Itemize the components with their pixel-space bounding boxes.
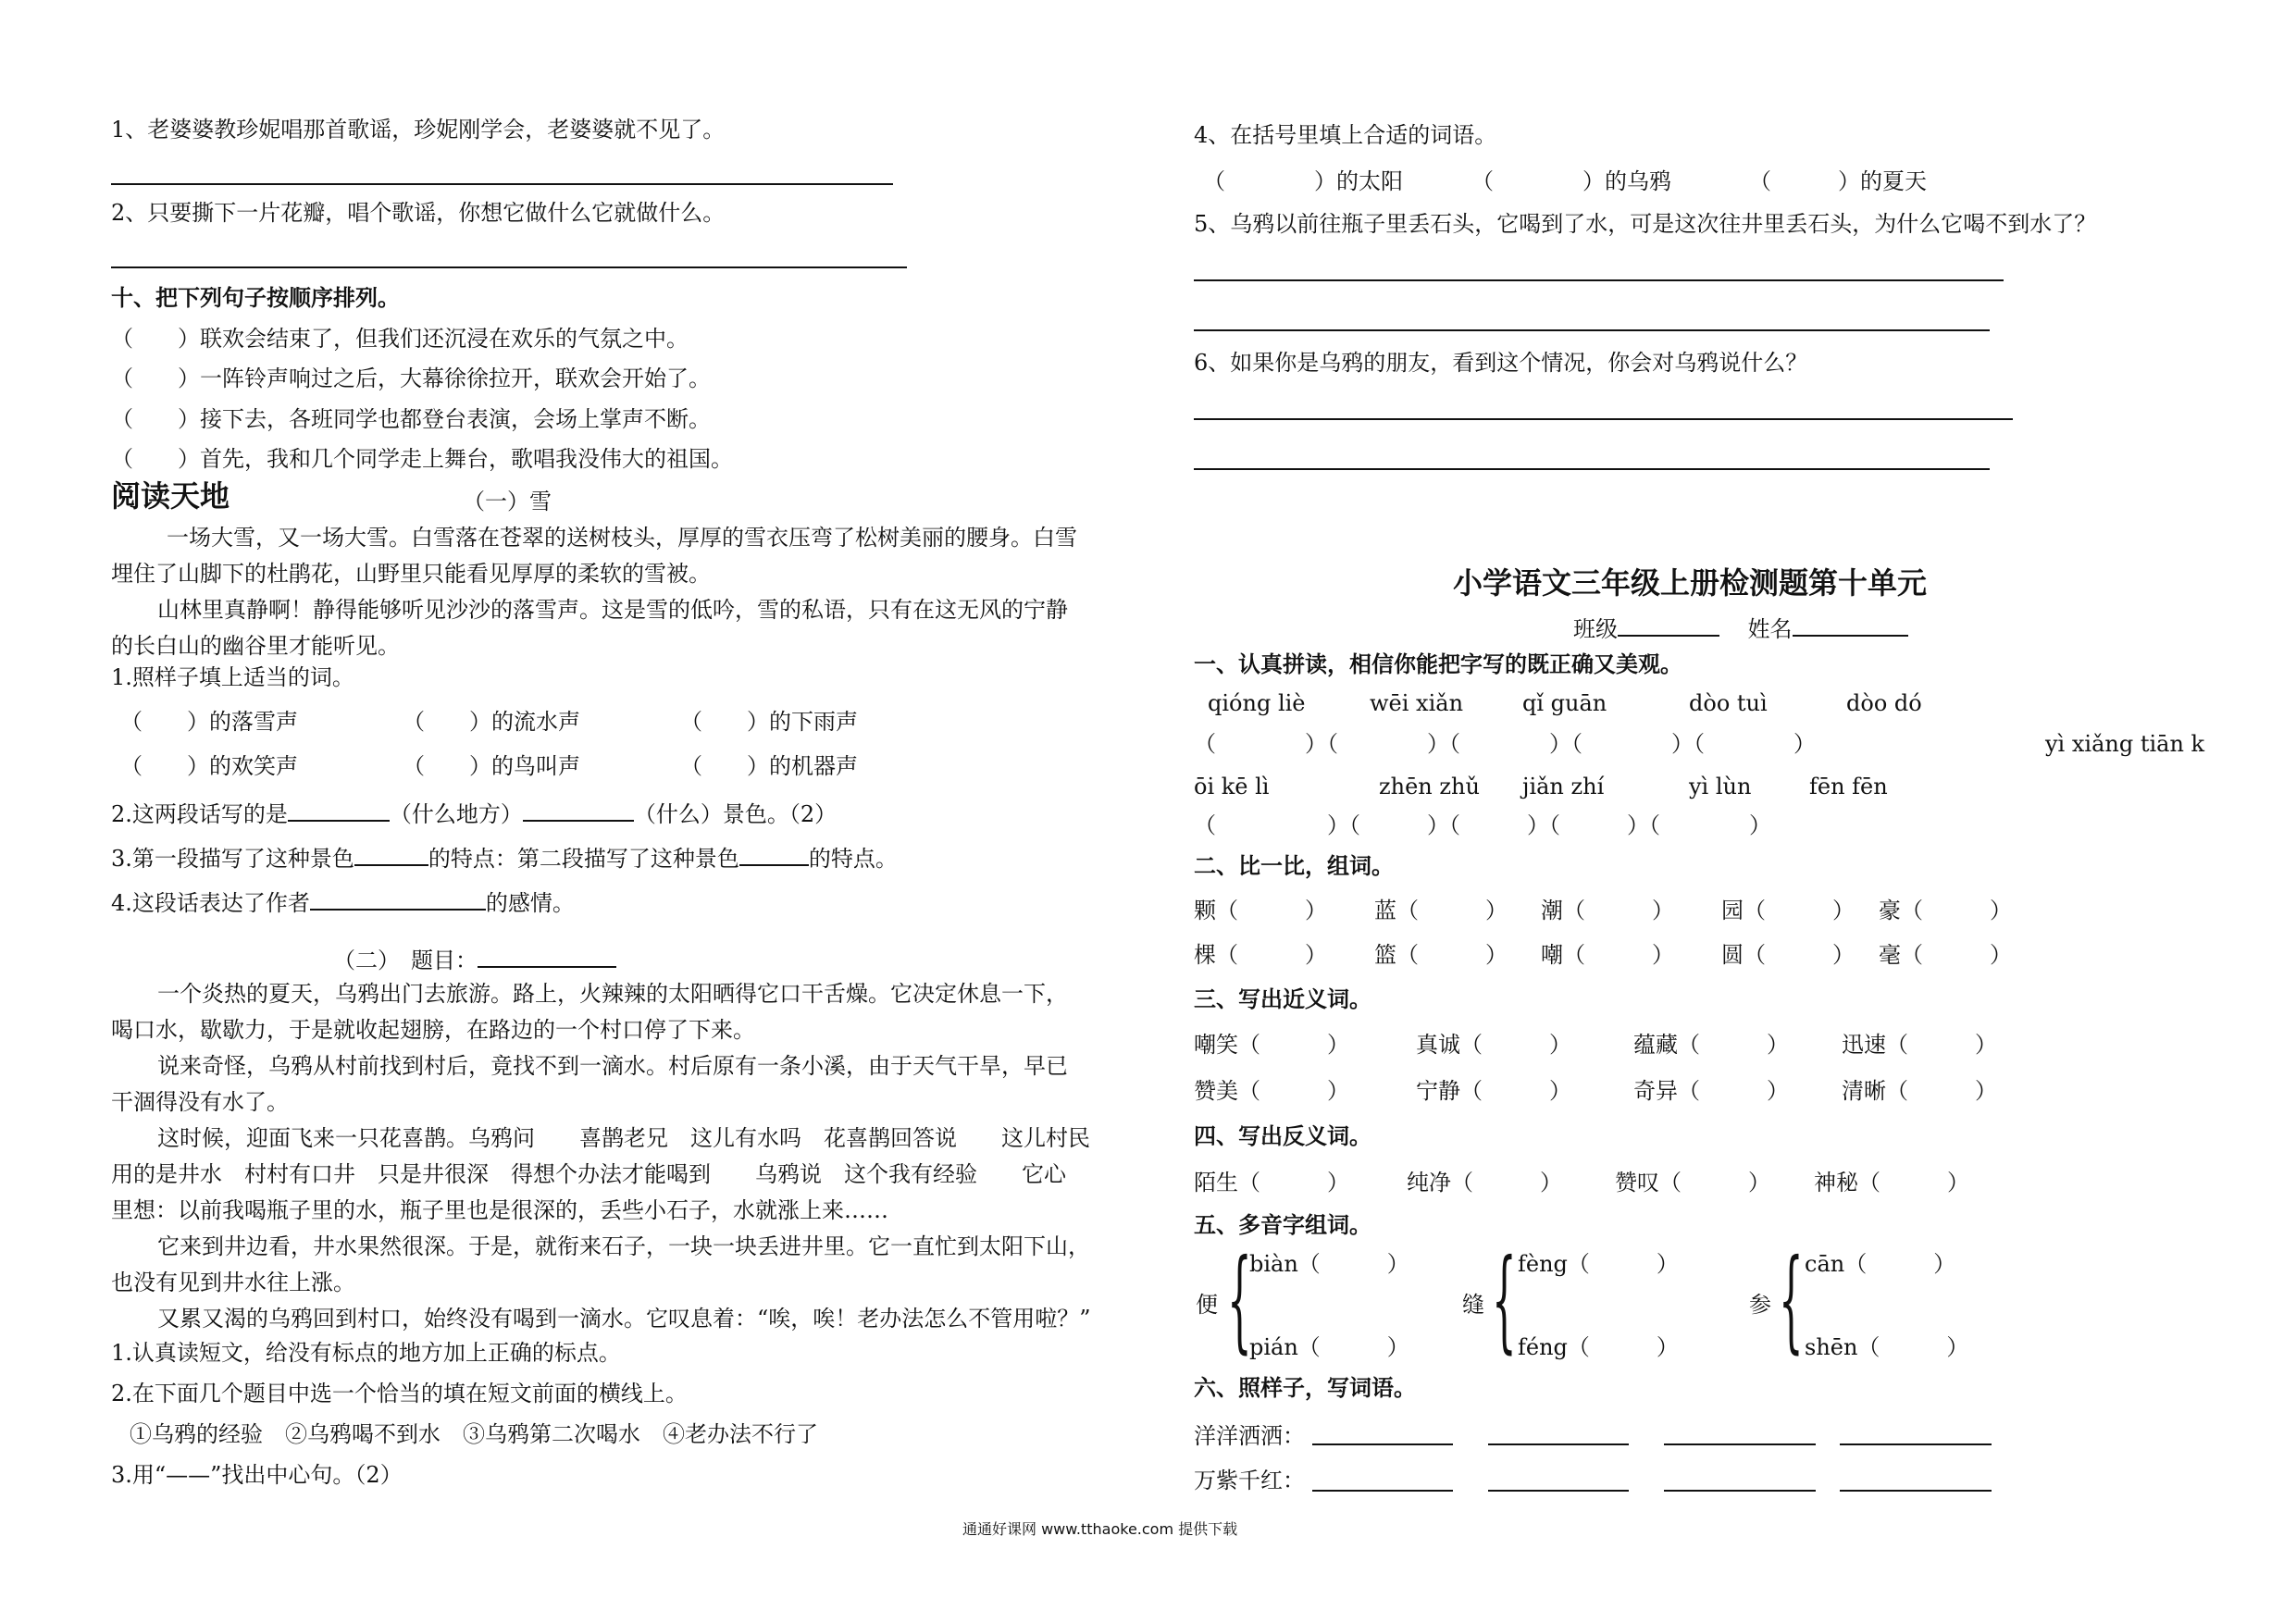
passage-1-line: 一场大雪，又一场大雪。白雪落在苍翠的送树枝头，厚厚的雪衣压弯了松树美丽的腰身。白雪 bbox=[167, 525, 1077, 551]
compare-item[interactable]: 园（ ） bbox=[1721, 898, 1855, 923]
blank[interactable] bbox=[310, 886, 486, 911]
passage-1-question-3 bbox=[111, 842, 898, 873]
order-item: （ ）联欢会结束了，但我们还沉浸在欢乐的气氛之中。 bbox=[111, 326, 689, 352]
q3-part: 的特点。 bbox=[808, 846, 898, 872]
passage-2-line: 也没有见到井水往上涨。 bbox=[111, 1270, 355, 1295]
passage-2-options: ①乌鸦的经验 ②乌鸦喝不到水 ③乌鸦第二次喝水 ④老办法不行了 bbox=[130, 1421, 818, 1447]
answer-line[interactable] bbox=[1664, 1443, 1816, 1445]
pinyin: yì lùn bbox=[1689, 774, 1752, 799]
reading-section-title: 阅读天地 bbox=[111, 478, 230, 514]
fill-blank[interactable]: （ ）的下雨声 bbox=[680, 709, 858, 735]
passage-2-question-3: 3.用“——”找出中心句。（2） bbox=[111, 1462, 403, 1488]
synonym-item[interactable]: 真诚（ ） bbox=[1416, 1032, 1571, 1058]
fill-blank[interactable]: （ ）的落雪声 bbox=[120, 709, 298, 735]
synonym-item[interactable]: 赞美（ ） bbox=[1194, 1078, 1349, 1104]
passage-2-line: 又累又渴的乌鸦回到村口，始终没有喝到一滴水。它叹息着：“唉，唉！老办法怎么不管用啦？” bbox=[157, 1306, 1091, 1332]
passage-2-title bbox=[333, 944, 616, 975]
section-2-heading: 二、比一比，组词。 bbox=[1194, 852, 1394, 879]
order-item: （ ）首先，我和几个同学走上舞台，歌唱我没伟大的祖国。 bbox=[111, 446, 733, 472]
pinyin: jiǎn zhí bbox=[1522, 774, 1605, 799]
example-label: 万紫千红： bbox=[1194, 1468, 1305, 1493]
pinyin: yì xiǎng tiān k bbox=[2045, 731, 2205, 757]
question-2: 2、只要撕下一片花瓣，唱个歌谣，你想它做什么它就做什么。 bbox=[111, 200, 726, 226]
order-item: （ ）接下去，各班同学也都登台表演，会场上掌声不断。 bbox=[111, 406, 711, 432]
example-label: 洋洋洒洒： bbox=[1194, 1423, 1305, 1449]
name-field[interactable] bbox=[1793, 613, 1908, 637]
answer-line[interactable] bbox=[1840, 1490, 1992, 1492]
pinyin: dòo tuì bbox=[1689, 690, 1768, 716]
polyphone-reading[interactable]: biàn（ ） bbox=[1249, 1251, 1409, 1277]
pinyin: ōi kē lì bbox=[1194, 774, 1270, 799]
compare-item[interactable]: 颗（ ） bbox=[1194, 898, 1327, 923]
question-1: 1、老婆婆教珍妮唱那首歌谣，珍妮刚学会，老婆婆就不见了。 bbox=[111, 117, 726, 142]
synonym-item[interactable]: 清晰（ ） bbox=[1842, 1078, 1997, 1104]
pinyin: qǐ guān bbox=[1522, 690, 1607, 716]
polyphone-reading[interactable]: fèng（ ） bbox=[1518, 1251, 1679, 1277]
polyphone-reading[interactable]: cān（ ） bbox=[1805, 1251, 1956, 1277]
answer-line[interactable] bbox=[1312, 1443, 1453, 1445]
passage-2-question-1: 1.认真读短文，给没有标点的地方加上正确的标点。 bbox=[111, 1340, 621, 1366]
title-blank[interactable] bbox=[478, 944, 616, 968]
fill-blank[interactable]: （ ）的欢笑声 bbox=[120, 753, 298, 779]
answer-line[interactable] bbox=[1312, 1490, 1453, 1492]
answer-line-q6b[interactable] bbox=[1194, 468, 1990, 470]
passage-1-question-2 bbox=[111, 798, 837, 829]
answer-line[interactable] bbox=[1488, 1443, 1629, 1445]
q2-part: （什么地方） bbox=[389, 801, 523, 827]
question-5: 5、乌鸦以前往瓶子里丢石头，它喝到了水，可是这次往井里丢石头，为什么它喝不到水了？ bbox=[1194, 211, 2097, 237]
blank[interactable] bbox=[739, 842, 809, 866]
fill-blank[interactable]: （ ）的机器声 bbox=[680, 753, 858, 779]
passage-1-title: （一）雪 bbox=[463, 489, 552, 514]
question-4: 4、在括号里填上合适的词语。 bbox=[1194, 122, 1497, 148]
pinyin: zhēn zhǔ bbox=[1379, 774, 1480, 799]
antonym-item[interactable]: 陌生（ ） bbox=[1194, 1170, 1349, 1196]
compare-item[interactable]: 蓝（ ） bbox=[1374, 898, 1508, 923]
q2-part: （什么）景色。（2） bbox=[633, 801, 838, 827]
answer-line-q6a[interactable] bbox=[1194, 418, 2013, 420]
fill-blank[interactable]: （ ）的乌鸦 bbox=[1471, 168, 1671, 194]
answer-line-q5b[interactable] bbox=[1194, 329, 1990, 331]
q3-part: 3.第一段描写了这种景色 bbox=[111, 846, 354, 872]
passage-2-line: 这时候，迎面飞来一只花喜鹊。乌鸦问 喜鹊老兄 这儿有水吗 花喜鹊回答说 这儿村民 bbox=[157, 1125, 1090, 1151]
pinyin: dòo dó bbox=[1846, 690, 1922, 716]
q4-part: 4.这段话表达了作者 bbox=[111, 890, 310, 916]
compare-item[interactable]: 潮（ ） bbox=[1541, 898, 1674, 923]
answer-line-2[interactable] bbox=[111, 266, 907, 268]
question-6: 6、如果你是乌鸦的朋友，看到这个情况，你会对乌鸦说什么？ bbox=[1194, 350, 1808, 376]
fill-blank[interactable]: （ ）的流水声 bbox=[403, 709, 580, 735]
antonym-item[interactable]: 纯净（ ） bbox=[1407, 1170, 1562, 1196]
synonym-item[interactable]: 蕴藏（ ） bbox=[1633, 1032, 1789, 1058]
section-3-heading: 三、写出近义词。 bbox=[1194, 985, 1371, 1012]
section-5-heading: 五、多音字组词。 bbox=[1194, 1211, 1371, 1238]
q3-part: 的特点：第二段描写了这种景色 bbox=[428, 846, 739, 872]
answer-line-1[interactable] bbox=[111, 183, 893, 185]
passage-1-line: 埋住了山脚下的杜鹃花，山野里只能看见厚厚的柔软的雪被。 bbox=[111, 561, 711, 587]
polyphone-char: 便 bbox=[1196, 1292, 1218, 1318]
pinyin: wēi xiǎn bbox=[1370, 690, 1464, 716]
blank[interactable] bbox=[354, 842, 428, 866]
section-4-heading: 四、写出反义词。 bbox=[1194, 1122, 1371, 1149]
synonym-item[interactable]: 迅速（ ） bbox=[1842, 1032, 1997, 1058]
passage-1-line: 的长白山的幽谷里才能听见。 bbox=[111, 633, 400, 659]
compare-item[interactable]: 圆（ ） bbox=[1721, 942, 1855, 968]
test-title: 小学语文三年级上册检测题第十单元 bbox=[1453, 565, 1928, 601]
antonym-item[interactable]: 神秘（ ） bbox=[1814, 1170, 1969, 1196]
synonym-item[interactable]: 嘲笑（ ） bbox=[1194, 1032, 1349, 1058]
footer-credit: 通通好课网 www.tthaoke.com 提供下载 bbox=[962, 1520, 1238, 1538]
compare-item[interactable]: 棵（ ） bbox=[1194, 942, 1327, 968]
passage-2-title-label: （二） 题目： bbox=[333, 948, 478, 973]
answer-line-q5a[interactable] bbox=[1194, 279, 2004, 281]
compare-item[interactable]: 篮（ ） bbox=[1374, 942, 1508, 968]
passage-1-question-1: 1.照样子填上适当的词。 bbox=[111, 664, 354, 690]
polyphone-reading[interactable]: féng（ ） bbox=[1518, 1334, 1679, 1360]
passage-2-line: 它来到井边看，井水果然很深。于是，就衔来石子，一块一块丢进井里。它一直忙到太阳下山， bbox=[157, 1233, 1090, 1259]
name-label: 姓名 bbox=[1747, 616, 1793, 642]
pinyin: fēn fēn bbox=[1809, 774, 1888, 799]
blank[interactable] bbox=[288, 798, 390, 822]
passage-1-question-4 bbox=[111, 886, 575, 918]
answer-line[interactable] bbox=[1840, 1443, 1992, 1445]
section-1-heading: 一、认真拼读，相信你能把字写的既正确又美观。 bbox=[1194, 650, 1682, 677]
passage-2-line: 干涸得没有水了。 bbox=[111, 1089, 289, 1115]
passage-2-line: 喝口水，歇歇力，于是就收起翅膀，在路边的一个村口停了下来。 bbox=[111, 1017, 755, 1043]
order-item: （ ）一阵铃声响过之后，大幕徐徐拉开，联欢会开始了。 bbox=[111, 365, 711, 391]
passage-2-line: 说来奇怪，乌鸦从村前找到村后，竟找不到一滴水。村后原有一条小溪，由于天气干旱，早已 bbox=[157, 1053, 1068, 1079]
synonym-item[interactable]: 宁静（ ） bbox=[1416, 1078, 1571, 1104]
brace-icon: { bbox=[1227, 1236, 1252, 1365]
blank[interactable] bbox=[523, 798, 634, 822]
class-name-row bbox=[1573, 613, 1908, 644]
pinyin-answer-row-1[interactable]: （ ）（ ）（ ）（ ）（ ） bbox=[1194, 731, 1816, 757]
brace-icon: { bbox=[1492, 1236, 1517, 1365]
q2-part: 2.这两段话写的是 bbox=[111, 801, 288, 827]
pinyin-answer-row-2[interactable]: （ ）（ ）（ ）（ ）（ ） bbox=[1194, 812, 1771, 838]
synonym-item[interactable]: 奇异（ ） bbox=[1633, 1078, 1789, 1104]
class-field[interactable] bbox=[1618, 613, 1719, 637]
passage-2-line: 用的是井水 村村有口井 只是井很深 得想个办法才能喝到 乌鸦说 这个我有经验 它心 bbox=[111, 1161, 1066, 1187]
compare-item[interactable]: 豪（ ） bbox=[1879, 898, 2012, 923]
answer-line[interactable] bbox=[1664, 1490, 1816, 1492]
polyphone-reading[interactable]: shēn（ ） bbox=[1805, 1334, 1969, 1360]
passage-2-line: 里想：以前我喝瓶子里的水，瓶子里也是很深的，丢些小石子，水就涨上来…… bbox=[111, 1197, 888, 1223]
brace-icon: { bbox=[1779, 1236, 1804, 1365]
polyphone-char: 缝 bbox=[1462, 1292, 1484, 1318]
section-10-heading: 十、把下列句子按顺序排列。 bbox=[111, 284, 400, 311]
passage-2-question-2: 2.在下面几个题目中选一个恰当的填在短文前面的横线上。 bbox=[111, 1381, 688, 1406]
q4-part: 的感情。 bbox=[485, 890, 575, 916]
pinyin: qióng liè bbox=[1208, 690, 1306, 716]
antonym-item[interactable]: 赞叹（ ） bbox=[1615, 1170, 1770, 1196]
answer-line[interactable] bbox=[1488, 1490, 1629, 1492]
compare-item[interactable]: 毫（ ） bbox=[1879, 942, 2012, 968]
fill-blank[interactable]: （ ）的鸟叫声 bbox=[403, 753, 580, 779]
polyphone-char: 参 bbox=[1749, 1292, 1771, 1318]
class-label: 班级 bbox=[1573, 616, 1618, 642]
polyphone-reading[interactable]: pián（ ） bbox=[1249, 1334, 1409, 1360]
fill-blank[interactable]: （ ）的夏天 bbox=[1749, 168, 1927, 194]
passage-1-line: 山林里真静啊！静得能够听见沙沙的落雪声。这是雪的低吟，雪的私语，只有在这无风的宁静 bbox=[157, 597, 1068, 623]
compare-item[interactable]: 嘲（ ） bbox=[1541, 942, 1674, 968]
fill-blank[interactable]: （ ）的太阳 bbox=[1203, 168, 1403, 194]
section-6-heading: 六、照样子，写词语。 bbox=[1194, 1374, 1416, 1401]
passage-2-line: 一个炎热的夏天，乌鸦出门去旅游。路上，火辣辣的太阳晒得它口干舌燥。它决定休息一下， bbox=[157, 981, 1068, 1007]
